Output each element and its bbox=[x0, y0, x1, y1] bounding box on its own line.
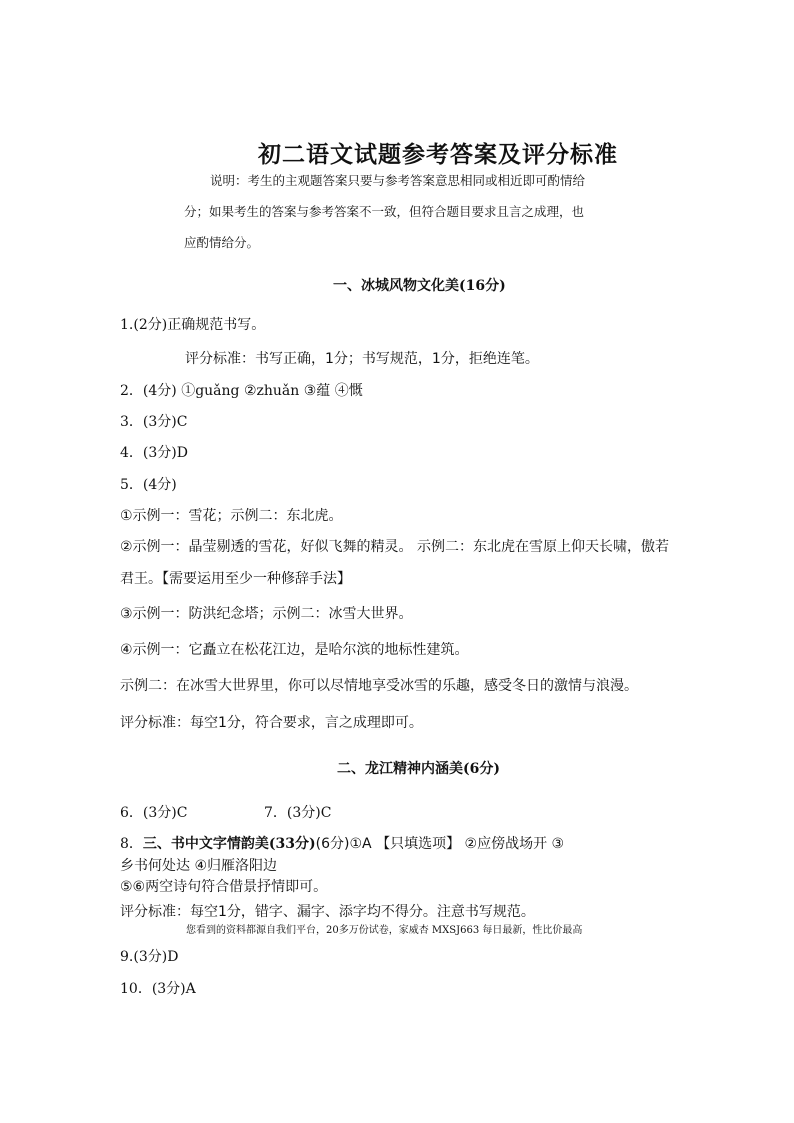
section-1-heading: 一、冰城风物文化美(16分) bbox=[333, 278, 506, 294]
question-5-standard: 评分标准：每空1分，符合要求，言之成理即可。 bbox=[120, 715, 423, 731]
question-5-b-line-1: ②示例一：晶莹剔透的雪花，好似飞舞的精灵。 示例二：东北虎在雪原上仰天长啸，傲若 bbox=[120, 539, 669, 555]
intro-line-1: 说明：考生的主观题答案只要与参考答案意思相同或相近即可酌情给 bbox=[210, 173, 586, 188]
question-5-c: ③示例一：防洪纪念塔；示例二：冰雪大世界。 bbox=[120, 606, 413, 622]
intro-line-2: 分；如果考生的答案与参考答案不一致，但符合题目要求且言之成理，也 bbox=[184, 204, 585, 219]
question-7: 7．(3分)C bbox=[264, 805, 332, 821]
question-1: 1.(2分)正确规范书写。 bbox=[120, 317, 266, 333]
watermark-line: 您看到的资料都源自我们平台，20多万份试卷，家威杏 MXSJ663 每日最新，性比价最高 bbox=[186, 925, 583, 936]
question-8-line-1 bbox=[120, 835, 564, 853]
question-5-d: ④示例一：它矗立在松花江边，是哈尔滨的地标性建筑。 bbox=[120, 642, 469, 658]
question-5-a: ①示例一：雪花；示例二：东北虎。 bbox=[120, 508, 343, 524]
question-8-answers: (6分)①A 【只填选项】 ②应傍战场开 ③ bbox=[315, 836, 565, 852]
question-8-standard: 评分标准：每空1分，错字、漏字、添字均不得分。注意书写规范。 bbox=[120, 904, 535, 920]
question-3: 3．(3分)C bbox=[120, 414, 188, 430]
question-5: 5．(4分) bbox=[120, 477, 177, 493]
question-2: 2．(4分) ①guǎng ②zhuǎn ③蕴 ④慨 bbox=[120, 383, 363, 399]
question-8-line-3: ⑤⑥两空诗句符合借景抒情即可。 bbox=[120, 879, 328, 895]
question-6: 6．(3分)C bbox=[120, 805, 188, 821]
section-3-heading: 三、书中文字情韵美(33分) bbox=[142, 836, 316, 852]
question-1-standard: 评分标准：书写正确，1分；书写规范，1分，拒绝连笔。 bbox=[185, 351, 539, 367]
document-title: 初二语文试题参考答案及评分标准 bbox=[258, 141, 618, 168]
intro-line-3: 应酌情给分。 bbox=[184, 235, 260, 250]
question-5-b-line-2: 君王。【需要运用至少一种修辞手法】 bbox=[120, 571, 351, 587]
question-9: 9.(3分)D bbox=[120, 949, 179, 965]
section-2-heading: 二、龙江精神内涵美(6分) bbox=[337, 761, 500, 777]
question-4: 4．(3分)D bbox=[120, 445, 188, 461]
question-8-line-2: 乡书何处达 ④归雁洛阳边 bbox=[120, 858, 278, 874]
question-5-d-example-2: 示例二：在冰雪大世界里，你可以尽情地享受冰雪的乐趣，感受冬日的激情与浪漫。 bbox=[120, 678, 638, 694]
question-10: 10．(3分)A bbox=[120, 981, 196, 997]
question-8-number: 8． bbox=[120, 836, 143, 852]
